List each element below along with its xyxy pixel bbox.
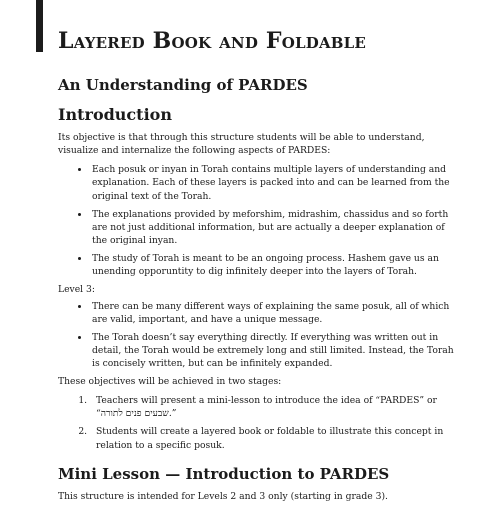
section-heading: An Understanding of PARDES — [58, 76, 308, 94]
title-accent-bar — [36, 0, 43, 52]
level-3-bullet-list — [58, 300, 462, 370]
level-3-label: Level 3: — [58, 283, 95, 295]
list-item: 1. Teachers will present a mini-lesson to introduce the idea of “PARDES” or “שבעים פנים לתורה.” — [90, 394, 462, 420]
document-body — [58, 76, 462, 509]
stages-numbered-list — [58, 394, 462, 451]
document-title: Layered Book and Foldable — [58, 28, 367, 54]
list-item: • The study of Torah is meant to be an ongoing process. Hashem gave us an unending opporuntity to dig infinitely deeper into the layers of Torah. — [90, 252, 462, 278]
list-item: • There can be many different ways of explaining the same posuk, all of which are valid, important, and have a unique message. — [90, 300, 462, 326]
mini-lesson-heading: Mini Lesson — Introduction to PARDES — [58, 464, 390, 483]
list-item: • The explanations provided by meforshim, midrashim, chassidus and so forth are not just additional information, but are actually a deeper explanation of the original inyan. — [90, 208, 462, 247]
introduction-text: Its objective is that through this structure students will be able to understand, visualize and internalize the following aspects of PARDES: — [58, 132, 425, 157]
stages-text: These objectives will be achieved in two stages: — [58, 376, 282, 388]
list-item: • The Torah doesn’t say everything directly. If everything was written out in detail, the Torah would be extremely long and still limited. Instead, the Torah is concisely written, but can be infinitely expanded. — [90, 331, 462, 370]
introduction-heading: Introduction — [58, 104, 172, 124]
list-item: 2. Students will create a layered book or foldable to illustrate this concept in relation to a specific posuk. — [90, 425, 462, 451]
list-item: • Each posuk or inyan in Torah contains multiple layers of understanding and explanation. Each of these layers is packed into and can be learned from the original text of the Torah. — [90, 163, 462, 202]
mini-lesson-text: This structure is intended for Levels 2 and 3 only (starting in grade 3). — [58, 491, 388, 503]
introduction-bullet-list — [58, 163, 462, 278]
